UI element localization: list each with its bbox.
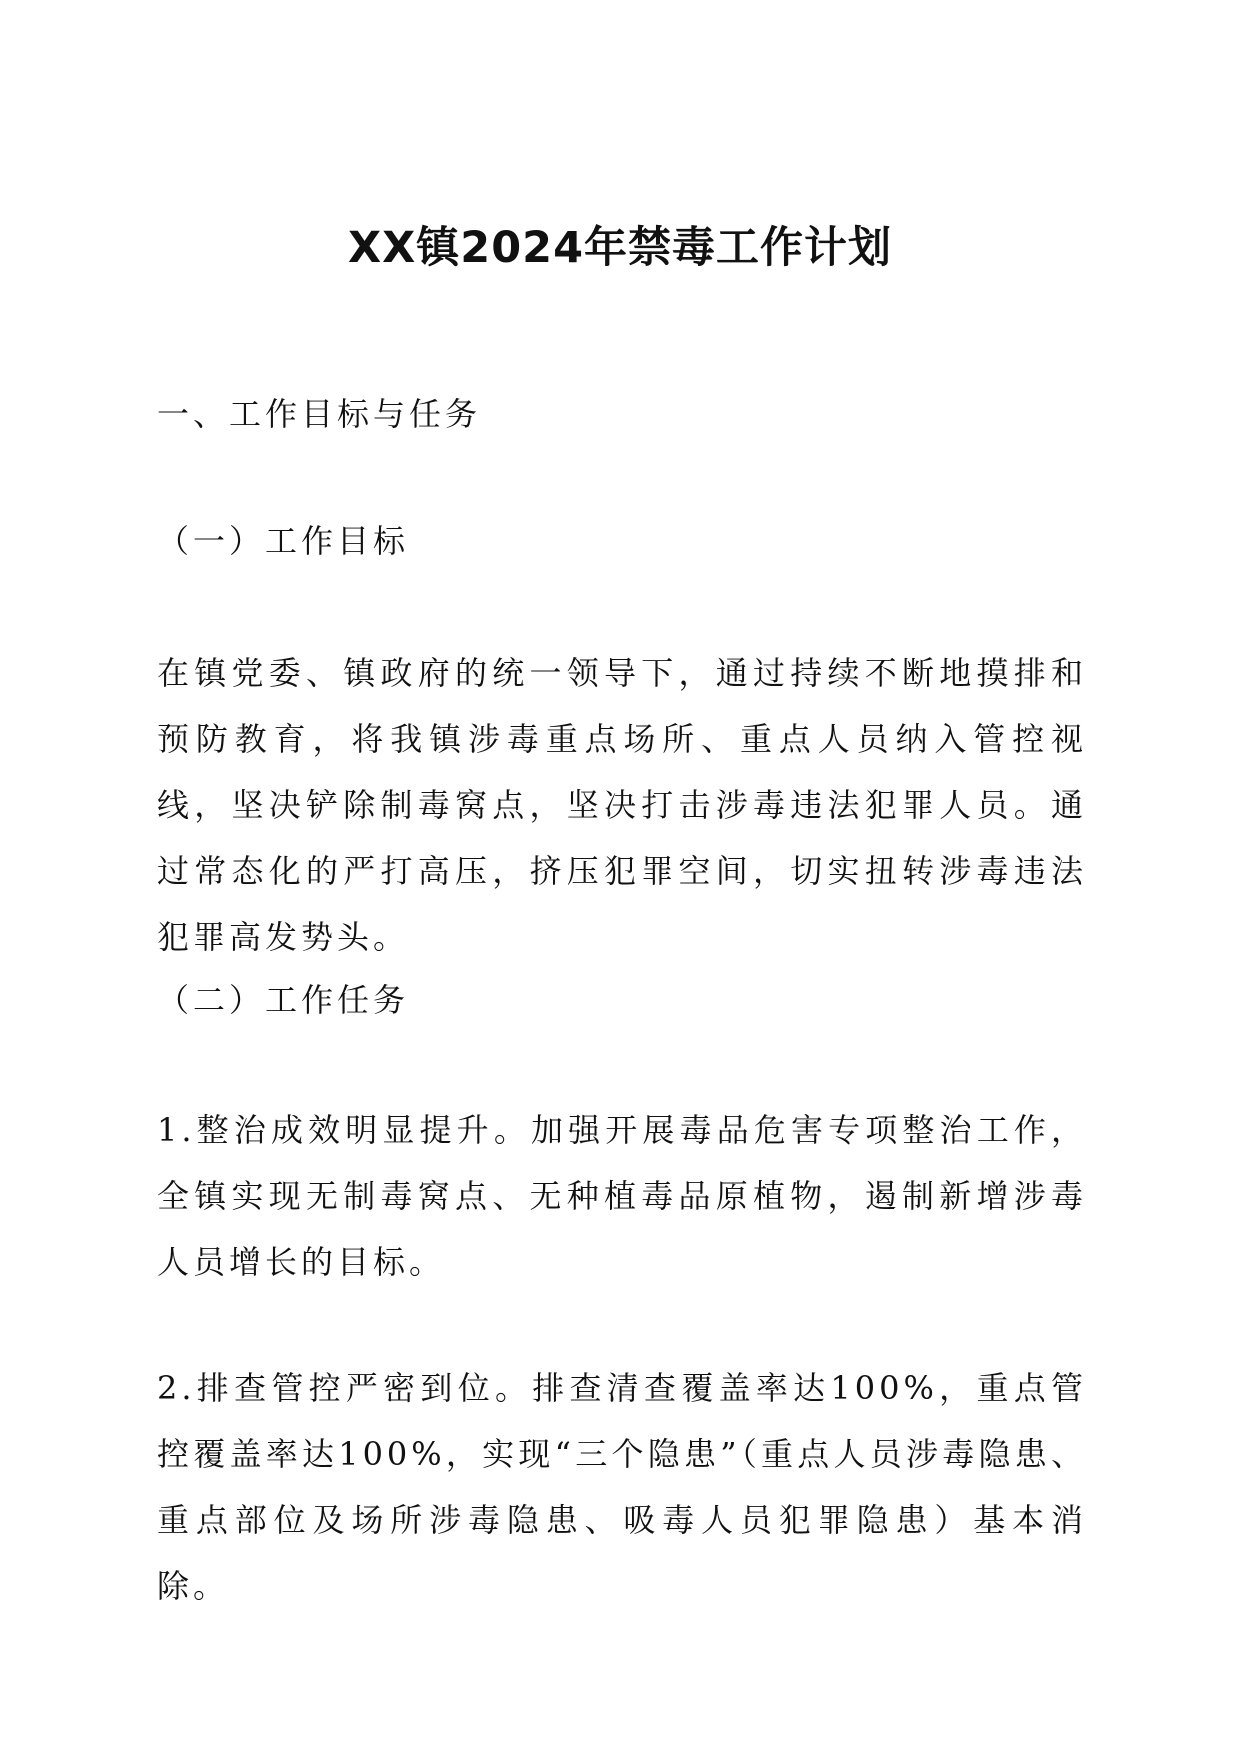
task-paragraph-1: 1.整治成效明显提升。加强开展毒品危害专项整治工作，全镇实现无制毒窝点、无种植毒品原植物，遏制新增涉毒人员增长的目标。	[157, 1111, 1087, 1281]
subsection-heading-tasks: （二）工作任务	[157, 981, 410, 1019]
document-title: XX镇2024年禁毒工作计划	[348, 223, 892, 273]
section-heading: 一、工作目标与任务	[157, 395, 482, 433]
goals-paragraph: 在镇党委、镇政府的统一领导下，通过持续不断地摸排和预防教育，将我镇涉毒重点场所、重点人员纳入管控视线，坚决铲除制毒窝点，坚决打击涉毒违法犯罪人员。通过常态化的严打高压，挤压犯罪空间，切实扭转涉毒违法犯罪高发势头。	[157, 654, 1087, 956]
subsection-heading-goals: （一）工作目标	[157, 522, 410, 560]
task-paragraph-2: 2.排查管控严密到位。排查清查覆盖率达100%，重点管控覆盖率达100%，实现“三个隐患”（重点人员涉毒隐患、重点部位及场所涉毒隐患、吸毒人员犯罪隐患）基本消除。	[157, 1369, 1087, 1605]
